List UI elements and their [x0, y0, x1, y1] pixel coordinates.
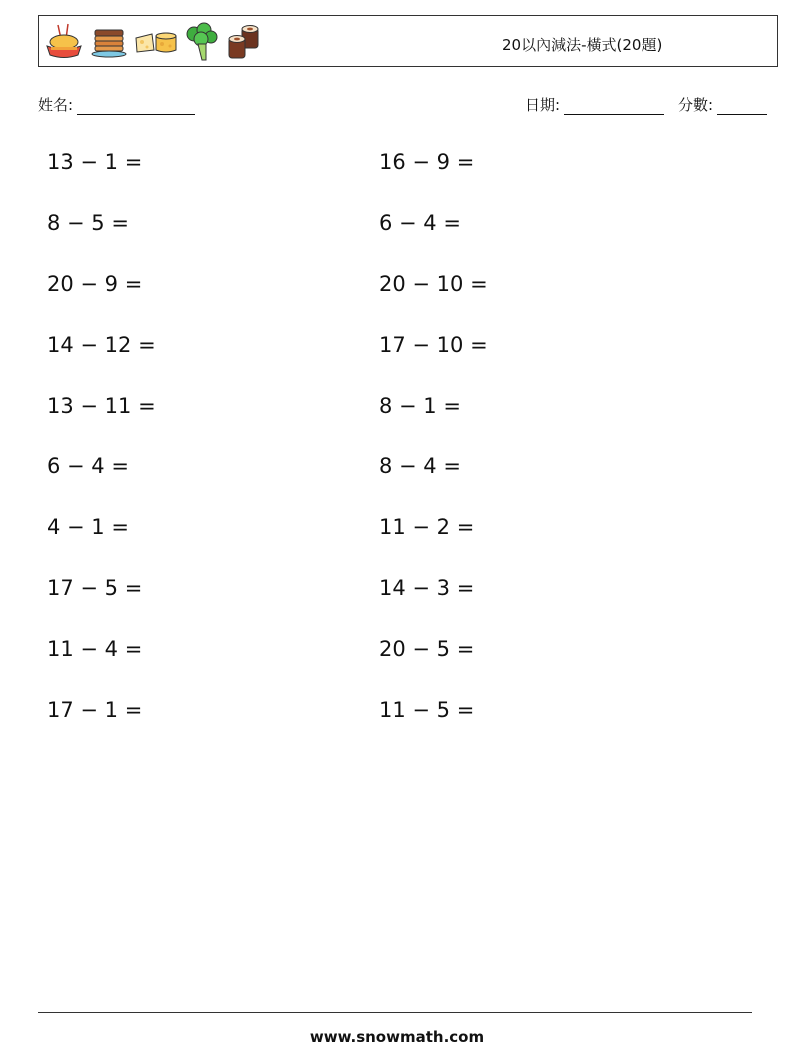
cake-roll-icon [226, 22, 264, 62]
problem-left-7: 4 − 1 = [47, 515, 129, 539]
problem-left-9: 11 − 4 = [47, 637, 143, 661]
pancake-stack-icon [90, 22, 128, 62]
problem-left-4: 14 − 12 = [47, 333, 156, 357]
problem-left-3: 20 − 9 = [47, 272, 143, 296]
problem-right-4: 17 − 10 = [379, 333, 488, 357]
score-label: 分數: [678, 96, 714, 114]
problem-left-2: 8 − 5 = [47, 211, 129, 235]
problem-right-10: 11 − 5 = [379, 698, 475, 722]
problem-right-6: 8 − 4 = [379, 454, 461, 478]
problem-right-9: 20 − 5 = [379, 637, 475, 661]
score-blank[interactable] [717, 99, 767, 115]
problem-right-1: 16 − 9 = [379, 150, 475, 174]
worksheet-header [38, 15, 778, 67]
footer-divider [38, 1012, 752, 1013]
problem-right-2: 6 − 4 = [379, 211, 461, 235]
broccoli-icon [184, 22, 220, 62]
score-field [678, 94, 767, 115]
name-blank[interactable] [77, 99, 195, 115]
date-field [525, 94, 664, 115]
footer-website: www.snowmath.com [309, 1028, 485, 1046]
rice-bowl-icon [44, 22, 84, 62]
name-label: 姓名: [38, 96, 74, 114]
problem-left-6: 6 − 4 = [47, 454, 129, 478]
problem-left-1: 13 − 1 = [47, 150, 143, 174]
date-blank[interactable] [564, 99, 664, 115]
cheese-icon [134, 22, 178, 62]
problem-right-5: 8 − 1 = [379, 394, 461, 418]
problem-right-3: 20 − 10 = [379, 272, 488, 296]
date-label: 日期: [525, 96, 561, 114]
problem-left-10: 17 − 1 = [47, 698, 143, 722]
problem-right-7: 11 − 2 = [379, 515, 475, 539]
name-field [38, 94, 195, 115]
worksheet-title: 20以內減法-橫式(20題) [502, 36, 663, 54]
problem-left-5: 13 − 11 = [47, 394, 156, 418]
header-icons [44, 20, 264, 64]
problem-right-8: 14 − 3 = [379, 576, 475, 600]
problem-left-8: 17 − 5 = [47, 576, 143, 600]
